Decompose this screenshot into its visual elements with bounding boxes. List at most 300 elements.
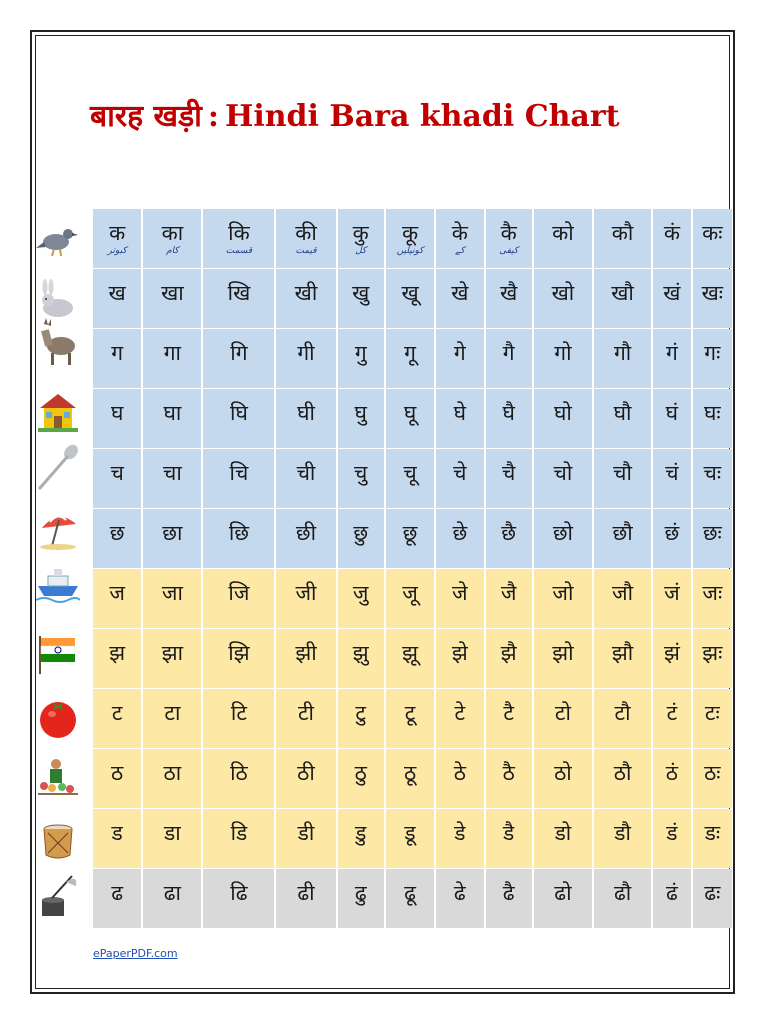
syllable-text: खु	[352, 281, 370, 305]
syllable-text: चं	[665, 461, 679, 485]
syllable-text: खः	[701, 281, 724, 305]
grid-row	[93, 389, 732, 449]
syllable-text: गि	[230, 341, 248, 365]
syllable-text: छै	[501, 521, 517, 545]
grid-cell	[534, 209, 592, 268]
grid-cell	[436, 629, 483, 688]
grid-cell	[203, 869, 274, 928]
grid-cell	[486, 809, 532, 868]
vendor-icon	[36, 752, 80, 802]
grid-cell	[653, 749, 690, 808]
grid-cell	[143, 809, 201, 868]
syllable-text: ठः	[704, 761, 721, 785]
grid-cell	[386, 809, 434, 868]
syllable-text: घि	[230, 401, 248, 425]
grid-cell	[534, 869, 592, 928]
syllable-text: ठं	[665, 761, 678, 785]
syllable-text: कु	[352, 221, 369, 245]
syllable-text: टू	[404, 701, 416, 725]
syllable-text: टं	[666, 701, 678, 725]
grid-cell	[534, 749, 592, 808]
syllable-text: कू	[401, 221, 419, 245]
grid-cell	[594, 629, 651, 688]
grid-cell	[203, 689, 274, 748]
syllable-text: ढे	[453, 881, 466, 905]
grid-row	[93, 269, 732, 329]
grid-cell	[276, 809, 335, 868]
grid-cell	[386, 389, 434, 448]
umbrella-icon	[36, 504, 80, 554]
syllable-text: जं	[664, 581, 680, 605]
syllable-text: घे	[453, 401, 467, 425]
syllable-text: झौ	[611, 641, 634, 665]
grid-cell	[653, 809, 690, 868]
grid-cell	[436, 749, 483, 808]
syllable-text: ढ	[111, 881, 124, 905]
syllable-text: जू	[402, 581, 418, 605]
syllable-text: गौ	[613, 341, 632, 365]
syllable-text: छः	[702, 521, 722, 545]
grid-cell	[143, 569, 201, 628]
syllable-text: चौ	[613, 461, 632, 485]
syllable-text: घै	[502, 401, 515, 425]
grid-cell	[276, 329, 335, 388]
grid-row	[93, 509, 732, 569]
grid-cell	[276, 629, 335, 688]
grid-cell	[436, 269, 483, 328]
grid-cell	[653, 329, 690, 388]
syllable-text: झि	[228, 641, 250, 665]
syllable-text: जो	[552, 581, 574, 605]
grid-cell	[338, 389, 384, 448]
tomato-icon	[36, 692, 80, 742]
grid-cell	[203, 269, 274, 328]
grid-cell	[534, 269, 592, 328]
grid-cell	[93, 389, 141, 448]
syllable-text: डू	[404, 821, 416, 845]
grid-cell	[693, 569, 732, 628]
syllable-text: छि	[228, 521, 250, 545]
syllable-text: ढि	[230, 881, 248, 905]
grid-cell	[276, 749, 335, 808]
pigeon-icon	[36, 214, 80, 264]
syllable-text: टी	[297, 701, 314, 725]
syllable-text: ठु	[354, 761, 367, 785]
grid-cell	[594, 809, 651, 868]
syllable-text: डि	[230, 821, 248, 845]
title-english: Hindi Bara khadi Chart	[224, 99, 620, 134]
donkey-icon	[36, 318, 80, 368]
grid-cell	[203, 569, 274, 628]
syllable-text: घू	[403, 401, 417, 425]
syllable-text: ढै	[502, 881, 515, 905]
grid-cell	[486, 329, 532, 388]
grid-cell	[653, 869, 690, 928]
grid-cell	[436, 869, 483, 928]
grid-cell	[386, 449, 434, 508]
grid-cell	[594, 449, 651, 508]
grid-cell	[143, 329, 201, 388]
grid-cell	[93, 569, 141, 628]
syllable-text: टौ	[614, 701, 631, 725]
urdu-hint: کبوتر	[107, 246, 127, 256]
syllable-text: गै	[502, 341, 515, 365]
syllable-text: छा	[162, 521, 183, 545]
syllable-text: घौ	[613, 401, 632, 425]
grid-cell	[338, 629, 384, 688]
grid-row	[93, 749, 732, 809]
syllable-text: गे	[453, 341, 466, 365]
grid-cell	[653, 629, 690, 688]
drum-icon	[36, 815, 80, 865]
syllable-text: घं	[665, 401, 679, 425]
grid-cell	[276, 209, 335, 268]
grid-cell	[143, 749, 201, 808]
footer-link[interactable]: ePaperPDF.com	[93, 947, 178, 960]
grid-cell	[93, 509, 141, 568]
grid-cell	[338, 509, 384, 568]
grid-cell	[486, 629, 532, 688]
grid-row	[93, 209, 732, 269]
grid-cell	[486, 749, 532, 808]
grid-cell	[653, 509, 690, 568]
grid-cell	[693, 209, 732, 268]
grid-row	[93, 449, 732, 509]
grid-cell	[143, 209, 201, 268]
grid-cell	[338, 329, 384, 388]
syllable-text: झै	[500, 641, 517, 665]
syllable-text: जौ	[612, 581, 634, 605]
syllable-text: झं	[663, 641, 680, 665]
syllable-text: घा	[163, 401, 182, 425]
syllable-text: ची	[296, 461, 316, 485]
syllable-text: डं	[666, 821, 678, 845]
grid-cell	[653, 449, 690, 508]
grid-cell	[93, 689, 141, 748]
syllable-text: ज	[109, 581, 125, 605]
syllable-text: कौ	[611, 221, 634, 245]
grid-cell	[594, 869, 651, 928]
syllable-text: छं	[664, 521, 680, 545]
grid-cell	[338, 869, 384, 928]
grid-cell	[693, 269, 732, 328]
syllable-text: घु	[354, 401, 367, 425]
syllable-text: घी	[297, 401, 315, 425]
syllable-text: चे	[453, 461, 467, 485]
syllable-text: ढं	[665, 881, 678, 905]
grid-cell	[93, 629, 141, 688]
grid-cell	[486, 869, 532, 928]
syllable-text: चि	[229, 461, 249, 485]
grid-cell	[93, 269, 141, 328]
grid-cell	[436, 569, 483, 628]
syllable-text: ठौ	[613, 761, 632, 785]
syllable-text: झू	[402, 641, 418, 665]
syllable-text: जी	[295, 581, 317, 605]
syllable-text: कः	[702, 221, 723, 245]
grid-cell	[693, 809, 732, 868]
syllable-text: गा	[163, 341, 181, 365]
syllable-text: छु	[353, 521, 369, 545]
syllable-text: टि	[230, 701, 247, 725]
urdu-hint: کام	[166, 246, 179, 256]
syllable-text: कि	[228, 221, 250, 245]
grid-cell	[276, 869, 335, 928]
grid-cell	[486, 689, 532, 748]
grid-cell	[338, 689, 384, 748]
syllable-text: घः	[703, 401, 721, 425]
grid-cell	[143, 869, 201, 928]
grid-cell	[486, 569, 532, 628]
syllable-text: छौ	[612, 521, 633, 545]
grid-cell	[386, 329, 434, 388]
grid-cell	[203, 809, 274, 868]
grid-row	[93, 869, 732, 929]
urdu-hint: کونپلیں	[396, 246, 424, 256]
urdu-hint: کیفی	[499, 246, 519, 256]
syllable-text: गो	[554, 341, 572, 365]
syllable-text: झः	[702, 641, 723, 665]
grid-cell	[436, 809, 483, 868]
syllable-text: ढू	[404, 881, 416, 905]
grid-cell	[203, 509, 274, 568]
grid-row	[93, 329, 732, 389]
syllable-text: कै	[500, 221, 517, 245]
grid-row	[93, 809, 732, 869]
syllable-text: झी	[295, 641, 317, 665]
syllable-text: क	[109, 221, 126, 245]
syllable-text: घो	[553, 401, 572, 425]
grid-cell	[276, 569, 335, 628]
syllable-text: खं	[663, 281, 681, 305]
syllable-text: डे	[454, 821, 466, 845]
syllable-text: छो	[552, 521, 573, 545]
grid-cell	[436, 509, 483, 568]
grid-cell	[436, 329, 483, 388]
grid-cell	[693, 869, 732, 928]
syllable-text: चो	[553, 461, 573, 485]
grid-cell	[386, 509, 434, 568]
syllable-text: खा	[161, 281, 184, 305]
syllable-text: गं	[665, 341, 678, 365]
syllable-text: टु	[355, 701, 367, 725]
syllable-text: ठा	[163, 761, 182, 785]
syllable-text: झा	[161, 641, 184, 665]
grid-cell	[203, 329, 274, 388]
grid-cell	[338, 569, 384, 628]
grid-cell	[338, 449, 384, 508]
grid-cell	[594, 269, 651, 328]
syllable-text: चू	[403, 461, 417, 485]
grid-cell	[203, 389, 274, 448]
grid-cell	[693, 629, 732, 688]
grid-cell	[653, 209, 690, 268]
grid-cell	[143, 269, 201, 328]
syllable-text: ढा	[163, 881, 181, 905]
grid-cell	[143, 689, 201, 748]
syllable-text: जि	[228, 581, 250, 605]
grid-cell	[93, 449, 141, 508]
grid-row	[93, 569, 732, 629]
grid-cell	[594, 689, 651, 748]
urdu-hint: قسمت	[225, 246, 253, 256]
syllable-text: टः	[704, 701, 720, 725]
house-icon	[36, 386, 80, 436]
syllable-text: झु	[352, 641, 369, 665]
syllable-text: खी	[294, 281, 318, 305]
syllable-text: खि	[227, 281, 251, 305]
syllable-text: ढी	[297, 881, 315, 905]
grid-cell	[93, 749, 141, 808]
grid-cell	[436, 209, 483, 268]
grid-cell	[276, 689, 335, 748]
grid-cell	[386, 689, 434, 748]
grid-cell	[93, 209, 141, 268]
page-title	[90, 94, 619, 135]
grid-cell	[534, 389, 592, 448]
grid-cell	[143, 629, 201, 688]
grid-cell	[386, 869, 434, 928]
grid-cell	[338, 209, 384, 268]
grid-cell	[693, 389, 732, 448]
grid-cell	[486, 389, 532, 448]
syllable-text: गु	[354, 341, 367, 365]
syllable-text: ठी	[297, 761, 315, 785]
grid-cell	[338, 269, 384, 328]
grid-cell	[203, 629, 274, 688]
grid-cell	[386, 269, 434, 328]
syllable-text: टा	[164, 701, 181, 725]
grid-cell	[594, 509, 651, 568]
grid-cell	[143, 449, 201, 508]
syllable-text: गः	[704, 341, 721, 365]
grid-cell	[534, 689, 592, 748]
grid-cell	[486, 449, 532, 508]
syllable-text: ठि	[230, 761, 248, 785]
syllable-text: ग	[111, 341, 124, 365]
grid-row	[93, 689, 732, 749]
syllable-text: झे	[451, 641, 468, 665]
syllable-text: ठू	[403, 761, 417, 785]
syllable-text: का	[161, 221, 184, 245]
syllable-text: ठ	[111, 761, 124, 785]
grid-cell	[653, 569, 690, 628]
grid-cell	[653, 389, 690, 448]
grid-cell	[93, 869, 141, 928]
syllable-text: ट	[111, 701, 123, 725]
syllable-text: टे	[454, 701, 466, 725]
syllable-text: टै	[503, 701, 514, 725]
syllable-text: खौ	[611, 281, 634, 305]
syllable-text: खै	[500, 281, 518, 305]
syllable-text: डु	[355, 821, 367, 845]
syllable-text: जै	[500, 581, 517, 605]
grid-cell	[653, 269, 690, 328]
grid-cell	[143, 389, 201, 448]
syllable-text: डा	[164, 821, 181, 845]
grid-cell	[534, 509, 592, 568]
syllable-text: डौ	[614, 821, 631, 845]
grid-cell	[594, 329, 651, 388]
grid-cell	[276, 269, 335, 328]
grid-cell	[486, 269, 532, 328]
grid-cell	[203, 749, 274, 808]
grid-cell	[203, 209, 274, 268]
syllable-text: डै	[503, 821, 515, 845]
title-hindi: बारह खड़ी	[90, 99, 202, 134]
syllable-text: ढः	[704, 881, 721, 905]
grid-cell	[594, 749, 651, 808]
urdu-hint: کل	[355, 246, 367, 256]
syllable-text: घ	[110, 401, 124, 425]
syllable-text: ठे	[453, 761, 466, 785]
syllable-text: जु	[352, 581, 369, 605]
grid-cell	[534, 569, 592, 628]
syllable-text: गू	[404, 341, 416, 365]
syllable-text: जा	[161, 581, 183, 605]
syllable-text: च	[110, 461, 124, 485]
grid-cell	[534, 449, 592, 508]
syllable-text: छी	[295, 521, 317, 545]
grid-cell	[276, 389, 335, 448]
grid-cell	[486, 209, 532, 268]
grid-cell	[693, 509, 732, 568]
spoon-icon	[36, 442, 80, 492]
grid-cell	[338, 749, 384, 808]
syllable-text: ढौ	[613, 881, 632, 905]
grid-cell	[386, 749, 434, 808]
syllable-text: झो	[552, 641, 574, 665]
syllable-text: डः	[704, 821, 721, 845]
grid-cell	[534, 329, 592, 388]
syllable-text: झ	[109, 641, 126, 665]
barakhadi-grid	[93, 209, 732, 929]
urdu-hint: کے	[455, 246, 465, 256]
grid-cell	[693, 749, 732, 808]
syllable-text: की	[295, 221, 317, 245]
syllable-text: गी	[297, 341, 315, 365]
syllable-text: चु	[354, 461, 368, 485]
grid-cell	[693, 689, 732, 748]
grid-cell	[436, 689, 483, 748]
grid-cell	[276, 449, 335, 508]
syllable-text: खे	[451, 281, 469, 305]
grid-cell	[93, 329, 141, 388]
syllable-text: जे	[452, 581, 468, 605]
syllable-text: खो	[551, 281, 575, 305]
grid-cell	[386, 209, 434, 268]
grid-cell	[436, 389, 483, 448]
grid-cell	[594, 569, 651, 628]
syllable-text: ड	[111, 821, 123, 845]
syllable-text: छू	[402, 521, 418, 545]
syllable-text: चै	[501, 461, 516, 485]
grid-cell	[594, 389, 651, 448]
syllable-text: ख	[108, 281, 126, 305]
syllable-text: को	[552, 221, 574, 245]
title-separator: :	[207, 99, 219, 134]
grid-row	[93, 629, 732, 689]
urdu-hint: قیمت	[295, 246, 317, 256]
grid-cell	[386, 629, 434, 688]
syllable-text: ढो	[554, 881, 572, 905]
grid-cell	[93, 809, 141, 868]
grid-cell	[693, 329, 732, 388]
grid-cell	[594, 209, 651, 268]
syllable-text: डी	[297, 821, 315, 845]
syllable-text: के	[451, 221, 468, 245]
grid-cell	[203, 449, 274, 508]
